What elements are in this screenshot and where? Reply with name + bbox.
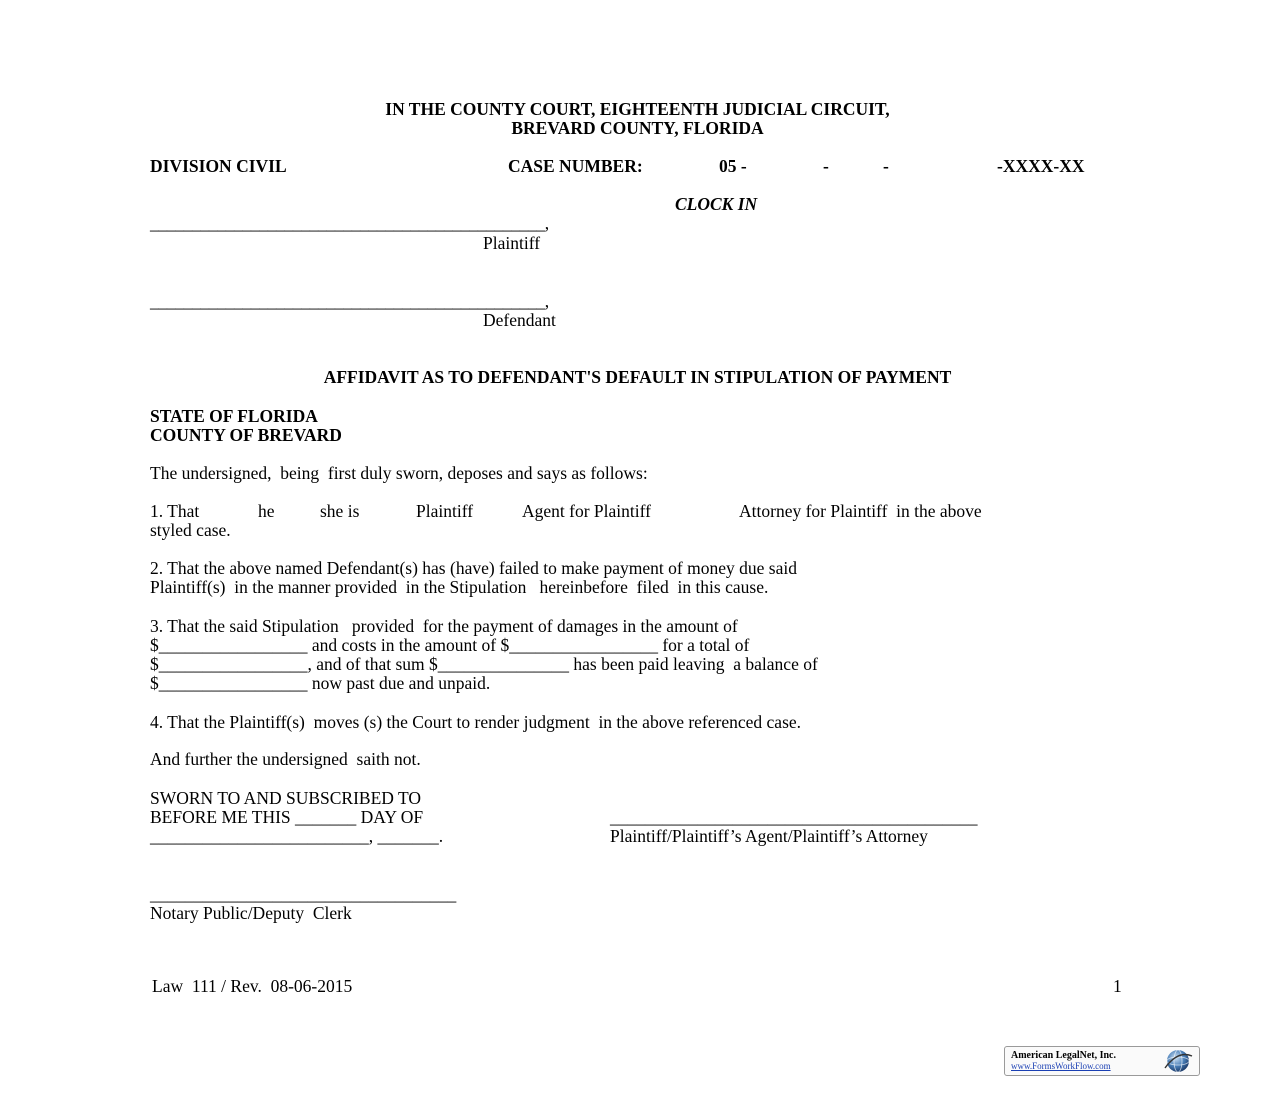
- paragraph-4: 4. That the Plaintiff(s) moves (s) the Court to render judgment in the above referenced case.: [150, 712, 802, 732]
- paragraph-2-line1: 2. That the above named Defendant(s) has (have) failed to make payment of money due said: [150, 558, 797, 578]
- paragraph-2-line2: Plaintiff(s) in the manner provided in the Stipulation hereinbefore filed in this cause.: [150, 577, 769, 597]
- option-attorney-for-plaintiff[interactable]: Attorney for Plaintiff in the above: [739, 501, 982, 521]
- notary-signature-label: Notary Public/Deputy Clerk: [150, 903, 352, 923]
- option-agent-for-plaintiff[interactable]: Agent for Plaintiff: [522, 501, 651, 521]
- venue-county: COUNTY OF BREVARD: [150, 425, 342, 445]
- logo-company-name: American LegalNet, Inc.: [1011, 1050, 1116, 1061]
- option-she[interactable]: she is: [320, 501, 360, 521]
- american-legalnet-logo[interactable]: [1004, 1046, 1200, 1076]
- sworn-line3[interactable]: _________________________, _______.: [150, 826, 444, 846]
- case-number-dash-1: -: [823, 156, 829, 176]
- form-revision-id: Law 111 / Rev. 08-06-2015: [152, 976, 353, 996]
- affidavit-title: AFFIDAVIT AS TO DEFENDANT'S DEFAULT IN STIPULATION OF PAYMENT: [323, 367, 952, 387]
- sworn-line2[interactable]: BEFORE ME THIS _______ DAY OF: [150, 807, 424, 827]
- paragraph-3-line2[interactable]: $_________________ and costs in the amount of $_________________ for a total of: [150, 635, 750, 655]
- court-heading-line1: IN THE COUNTY COURT, EIGHTEENTH JUDICIAL CIRCUIT,: [385, 99, 890, 119]
- plaintiff-signature-label: Plaintiff/Plaintiff’s Agent/Plaintiff’s Attorney: [610, 826, 928, 846]
- defendant-name-line[interactable]: _______________________________________________,: [150, 291, 549, 311]
- case-number-dash-2: -: [883, 156, 889, 176]
- page-number: 1: [1113, 976, 1122, 996]
- paragraph-1-continuation: styled case.: [150, 520, 231, 540]
- notary-signature-line[interactable]: ___________________________________: [150, 884, 457, 904]
- intro-paragraph: The undersigned, being first duly sworn, deposes and says as follows:: [150, 463, 648, 483]
- logo-website-link[interactable]: www.FormsWorkFlow.com: [1011, 1061, 1111, 1071]
- defendant-label: Defendant: [483, 310, 556, 330]
- case-number-prefix: 05 -: [719, 156, 747, 176]
- plaintiff-name-line[interactable]: _______________________________________________,: [150, 213, 549, 233]
- paragraph-3-line1: 3. That the said Stipulation provided for the payment of damages in the amount of: [150, 616, 738, 636]
- division-label: DIVISION CIVIL: [150, 156, 287, 176]
- option-he[interactable]: he: [258, 501, 275, 521]
- case-number-label: CASE NUMBER:: [508, 156, 643, 176]
- plaintiff-signature-line[interactable]: __________________________________________: [610, 807, 978, 827]
- case-number-suffix: -XXXX-XX: [997, 156, 1085, 176]
- option-plaintiff[interactable]: Plaintiff: [416, 501, 474, 521]
- plaintiff-label: Plaintiff: [483, 233, 541, 253]
- paragraph-3-line4[interactable]: $_________________ now past due and unpaid.: [150, 673, 491, 693]
- venue-state: STATE OF FLORIDA: [150, 406, 318, 426]
- clock-in-label: CLOCK IN: [675, 194, 758, 214]
- globe-icon: [1161, 1048, 1195, 1074]
- paragraph-1-lead: 1. That: [150, 501, 200, 521]
- court-heading-line2: BREVARD COUNTY, FLORIDA: [511, 118, 764, 138]
- closing-statement: And further the undersigned saith not.: [150, 749, 421, 769]
- sworn-line1: SWORN TO AND SUBSCRIBED TO: [150, 788, 421, 808]
- paragraph-3-line3[interactable]: $_________________, and of that sum $_______________ has been paid leaving a balance of: [150, 654, 818, 674]
